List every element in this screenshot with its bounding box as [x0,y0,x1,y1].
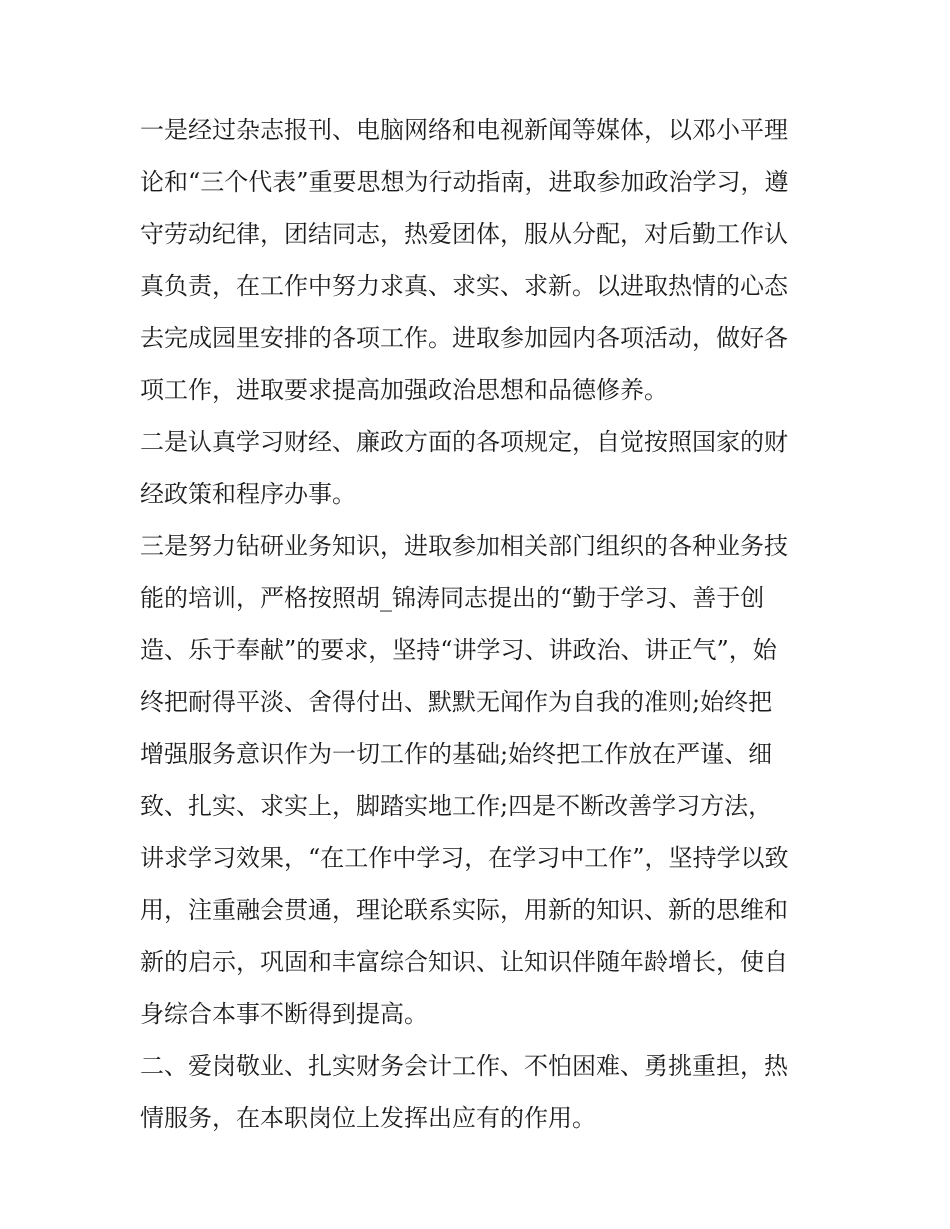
text-line: 讲求学习效果，“在工作中学习，在学习中工作”，坚持学以致 [140,844,789,872]
text-line: 守劳动纪律，团结同志，热爱团体，服从分配，对后勤工作认 [140,220,788,248]
text-line: 二、爱岗敬业、扎实财务会计工作、不怕困难、勇挑重担，热 [140,1052,788,1080]
text-line: 新的启示，巩固和丰富综合知识、让知识伴随年龄增长，使自 [140,948,788,976]
text-line: 真负责，在工作中努力求真、求实、求新。以进取热情的心态 [140,272,788,300]
paragraph-1 [140,104,810,416]
text-line: 去完成园里安排的各项工作。进取参加园内各项活动，做好各 [140,324,788,352]
text-line: 经政策和程序办事。 [140,480,356,508]
text-line: 一是经过杂志报刊、电脑网络和电视新闻等媒体，以邓小平理 [140,116,788,144]
text-line: 能的培训，严格按照胡_锦涛同志提出的“勤于学习、善于创 [140,584,765,612]
text-line: 二是认真学习财经、廉政方面的各项规定，自觉按照国家的财 [140,428,788,456]
text-line: 项工作，进取要求提高加强政治思想和品德修养。 [140,376,668,404]
text-line: 用，注重融会贯通，理论联系实际，用新的知识、新的思维和 [140,896,788,924]
text-line: 身综合本事不断得到提高。 [140,1000,428,1028]
paragraph-2 [140,416,810,520]
text-line: 造、乐于奉献”的要求，坚持“讲学习、讲政治、讲正气”，始 [140,636,777,664]
paragraph-3 [140,520,810,1040]
text-line: 增强服务意识作为一切工作的基础;始终把工作放在严谨、细 [140,740,773,768]
document-body [140,104,810,1144]
text-line: 三是努力钻研业务知识，进取参加相关部门组织的各种业务技 [140,532,788,560]
text-line: 终把耐得平淡、舍得付出、默默无闻作为自我的准则;始终把 [140,688,773,716]
paragraph-4 [140,1040,810,1144]
text-line: 论和“三个代表”重要思想为行动指南，进取参加政治学习，遵 [140,168,789,196]
text-line: 情服务，在本职岗位上发挥出应有的作用。 [140,1104,596,1132]
text-line: 致、扎实、求实上，脚踏实地工作;四是不断改善学习方法， [140,792,773,820]
